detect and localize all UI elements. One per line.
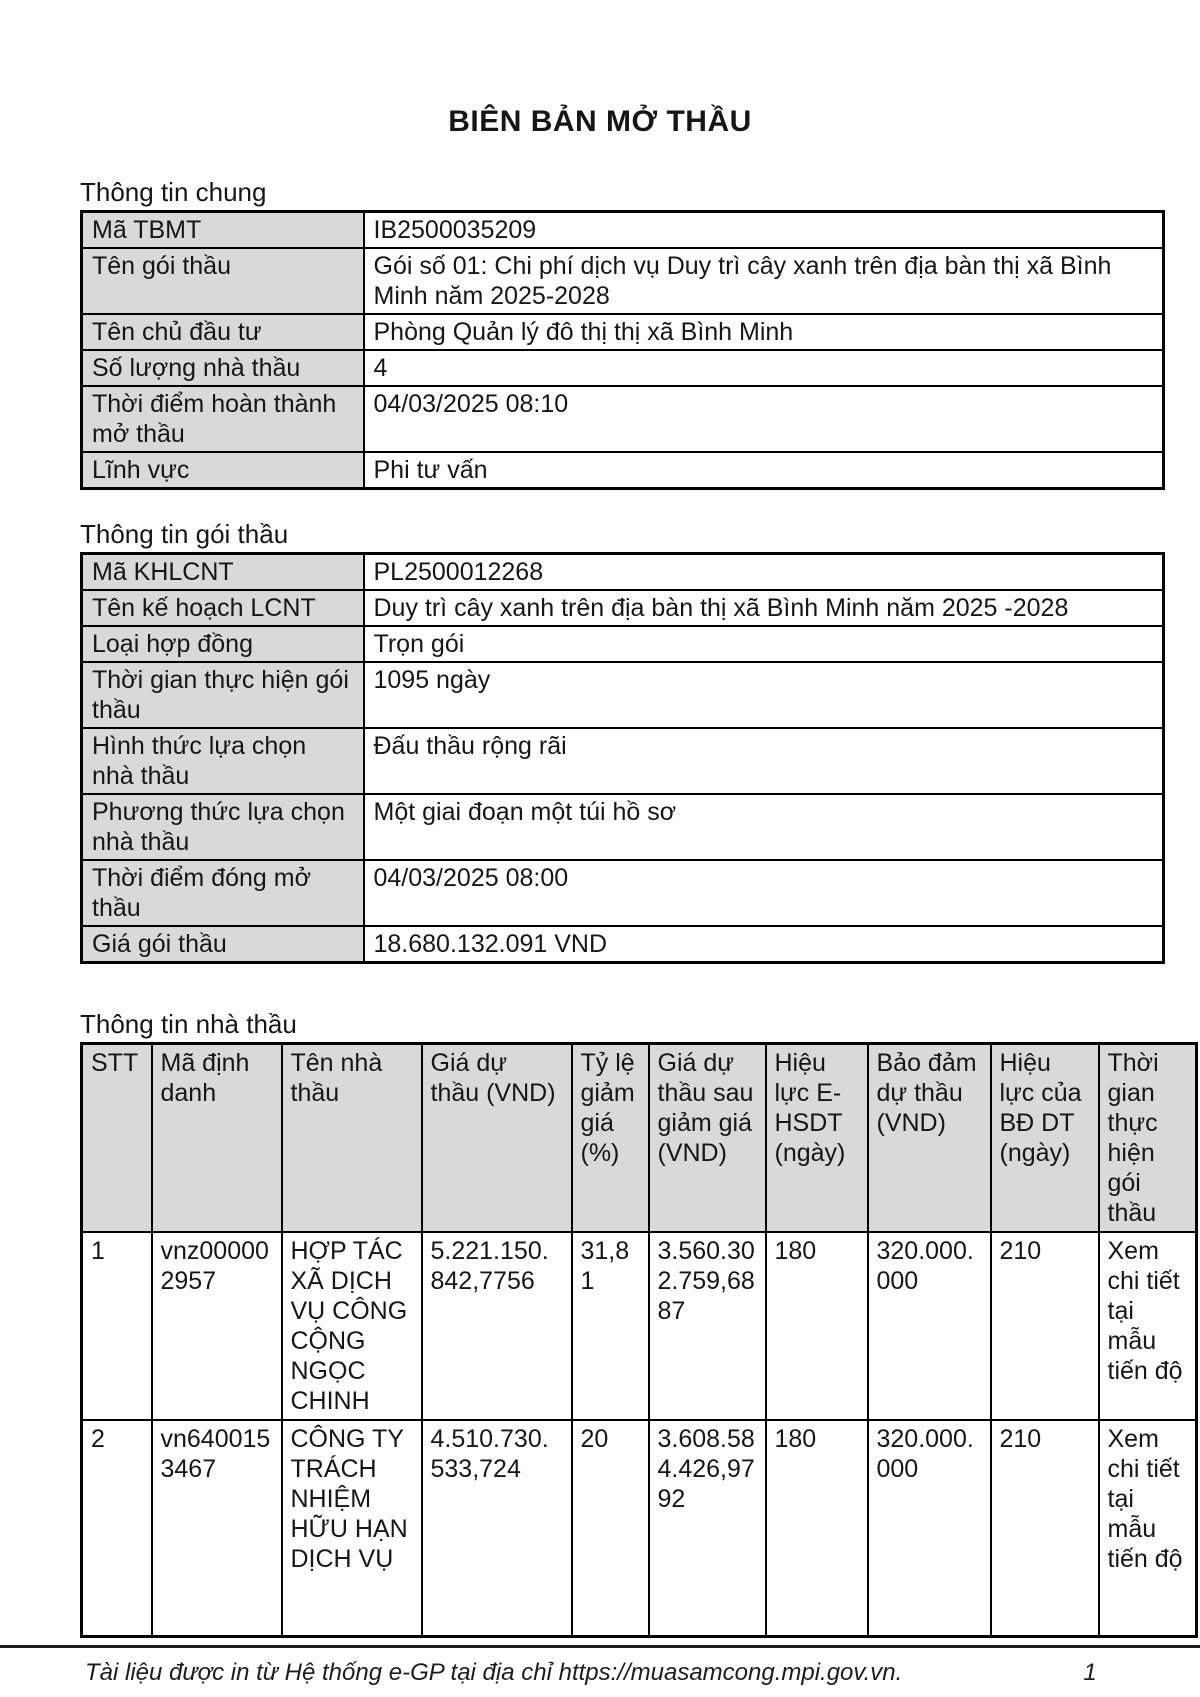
bidder-gia-du-thau: 4.510.730.533,724: [422, 1420, 572, 1636]
bidder-stt: 2: [82, 1420, 152, 1636]
info-label-cell: Số lượng nhà thầu: [82, 350, 364, 386]
info-value-cell: 04/03/2025 08:10: [364, 386, 1164, 452]
section-heading-bidders: Thông tin nhà thầu: [80, 1009, 297, 1039]
bidder-ma-dinh-danh: vnz000002957: [152, 1232, 282, 1420]
info-label-cell: Mã KHLCNT: [82, 554, 364, 591]
page-number: 1: [1083, 1659, 1097, 1686]
bidder-ty-le-giam-gia: 20: [572, 1420, 649, 1636]
info-label-cell: Tên kế hoạch LCNT: [82, 590, 364, 626]
column-header-hieu-luc-bddt: Hiệu lực của BĐ DT (ngày): [991, 1044, 1099, 1233]
bidder-ma-dinh-danh: vn6400153467: [152, 1420, 282, 1636]
bidder-hieu-luc-ehsdt: 180: [766, 1232, 868, 1420]
info-value-cell: Đấu thầu rộng rãi: [364, 728, 1164, 794]
info-value-cell: Trọn gói: [364, 626, 1164, 662]
info-value-cell: 04/03/2025 08:00: [364, 860, 1164, 926]
section-heading-general-info: Thông tin chung: [80, 177, 267, 207]
package-info-table: [80, 552, 1165, 964]
footer-print-note: Tài liệu được in từ Hệ thống e-GP tại địa chỉ https://muasamcong.mpi.gov.vn.: [85, 1659, 903, 1686]
table-row: [82, 728, 1164, 794]
bidder-hieu-luc-bddt: 210: [991, 1420, 1099, 1636]
info-value-cell: Gói số 01: Chi phí dịch vụ Duy trì cây xanh trên địa bàn thị xã Bình Minh năm 2025-2028: [364, 248, 1164, 314]
column-header-hieu-luc-ehsdt: Hiệu lực E-HSDT (ngày): [766, 1044, 868, 1233]
column-header-gia-du-thau: Giá dự thầu (VND): [422, 1044, 572, 1233]
bidder-ty-le-giam-gia: 31,81: [572, 1232, 649, 1420]
footer-divider: [0, 1645, 1200, 1648]
table-row: [82, 386, 1164, 452]
bidder-gia-sau-giam-gia: 3.560.302.759,6887: [649, 1232, 766, 1420]
info-label-cell: Hình thức lựa chọn nhà thầu: [82, 728, 364, 794]
table-row: [82, 662, 1164, 728]
table-row: [82, 554, 1164, 591]
column-header-ten-nha-thau: Tên nhà thầu: [282, 1044, 422, 1233]
bidder-ten-nha-thau: CÔNG TY TRÁCH NHIỆM HỮU HẠN DỊCH VỤ: [282, 1420, 422, 1636]
page-title: BIÊN BẢN MỞ THẦU: [448, 105, 752, 138]
bidder-gia-sau-giam-gia: 3.608.584.426,9792: [649, 1420, 766, 1636]
info-value-cell: Duy trì cây xanh trên địa bàn thị xã Bình Minh năm 2025 -2028: [364, 590, 1164, 626]
info-value-cell: Một giai đoạn một túi hồ sơ: [364, 794, 1164, 860]
table-row: [82, 794, 1164, 860]
table-row: [82, 314, 1164, 350]
info-value-cell: IB2500035209: [364, 212, 1164, 249]
table-row: [82, 248, 1164, 314]
bidder-thoi-gian-thuc-hien: Xem chi tiết tại mẫu tiến độ: [1099, 1232, 1197, 1420]
info-value-cell: 1095 ngày: [364, 662, 1164, 728]
document-body: [80, 140, 1195, 1638]
bidder-gia-du-thau: 5.221.150.842,7756: [422, 1232, 572, 1420]
bidder-bao-dam-du-thau: 320.000.000: [868, 1420, 991, 1636]
column-header-ma-dinh-danh: Mã định danh: [152, 1044, 282, 1233]
info-label-cell: Lĩnh vực: [82, 452, 364, 489]
info-label-cell: Tên chủ đầu tư: [82, 314, 364, 350]
info-label-cell: Giá gói thầu: [82, 926, 364, 963]
info-label-cell: Thời điểm hoàn thành mở thầu: [82, 386, 364, 452]
info-label-cell: Loại hợp đồng: [82, 626, 364, 662]
info-value-cell: Phi tư vấn: [364, 452, 1164, 489]
info-value-cell: PL2500012268: [364, 554, 1164, 591]
info-label-cell: Phương thức lựa chọn nhà thầu: [82, 794, 364, 860]
bidder-ten-nha-thau: HỢP TÁC XÃ DỊCH VỤ CÔNG CỘNG NGỌC CHINH: [282, 1232, 422, 1420]
table-row: [82, 212, 1164, 249]
column-header-thoi-gian-thuc-hien: Thời gian thực hiện gói thầu: [1099, 1044, 1197, 1233]
table-row: [82, 860, 1164, 926]
bidder-row: [82, 1420, 1197, 1636]
bidder-row: [82, 1232, 1197, 1420]
table-row: [82, 452, 1164, 489]
info-label-cell: Tên gói thầu: [82, 248, 364, 314]
bidder-thoi-gian-thuc-hien: Xem chi tiết tại mẫu tiến độ: [1099, 1420, 1197, 1636]
table-row: [82, 626, 1164, 662]
bidder-stt: 1: [82, 1232, 152, 1420]
bidders-table: [80, 1042, 1198, 1638]
bidder-hieu-luc-bddt: 210: [991, 1232, 1099, 1420]
column-header-bao-dam-du-thau: Bảo đảm dự thầu (VND): [868, 1044, 991, 1233]
column-header-stt: STT: [82, 1044, 152, 1233]
bidder-bao-dam-du-thau: 320.000.000: [868, 1232, 991, 1420]
table-row: [82, 590, 1164, 626]
info-label-cell: Mã TBMT: [82, 212, 364, 249]
table-row: [82, 350, 1164, 386]
info-value-cell: 4: [364, 350, 1164, 386]
table-row: [82, 926, 1164, 963]
info-value-cell: 18.680.132.091 VND: [364, 926, 1164, 963]
info-value-cell: Phòng Quản lý đô thị thị xã Bình Minh: [364, 314, 1164, 350]
general-info-table: [80, 210, 1165, 490]
info-label-cell: Thời điểm đóng mở thầu: [82, 860, 364, 926]
section-heading-package-info: Thông tin gói thầu: [80, 519, 289, 549]
bidders-header-row: [82, 1044, 1197, 1233]
column-header-ty-le-giam-gia: Tỷ lệ giảm giá (%): [572, 1044, 649, 1233]
info-label-cell: Thời gian thực hiện gói thầu: [82, 662, 364, 728]
column-header-gia-sau-giam-gia: Giá dự thầu sau giảm giá (VND): [649, 1044, 766, 1233]
bidder-hieu-luc-ehsdt: 180: [766, 1420, 868, 1636]
